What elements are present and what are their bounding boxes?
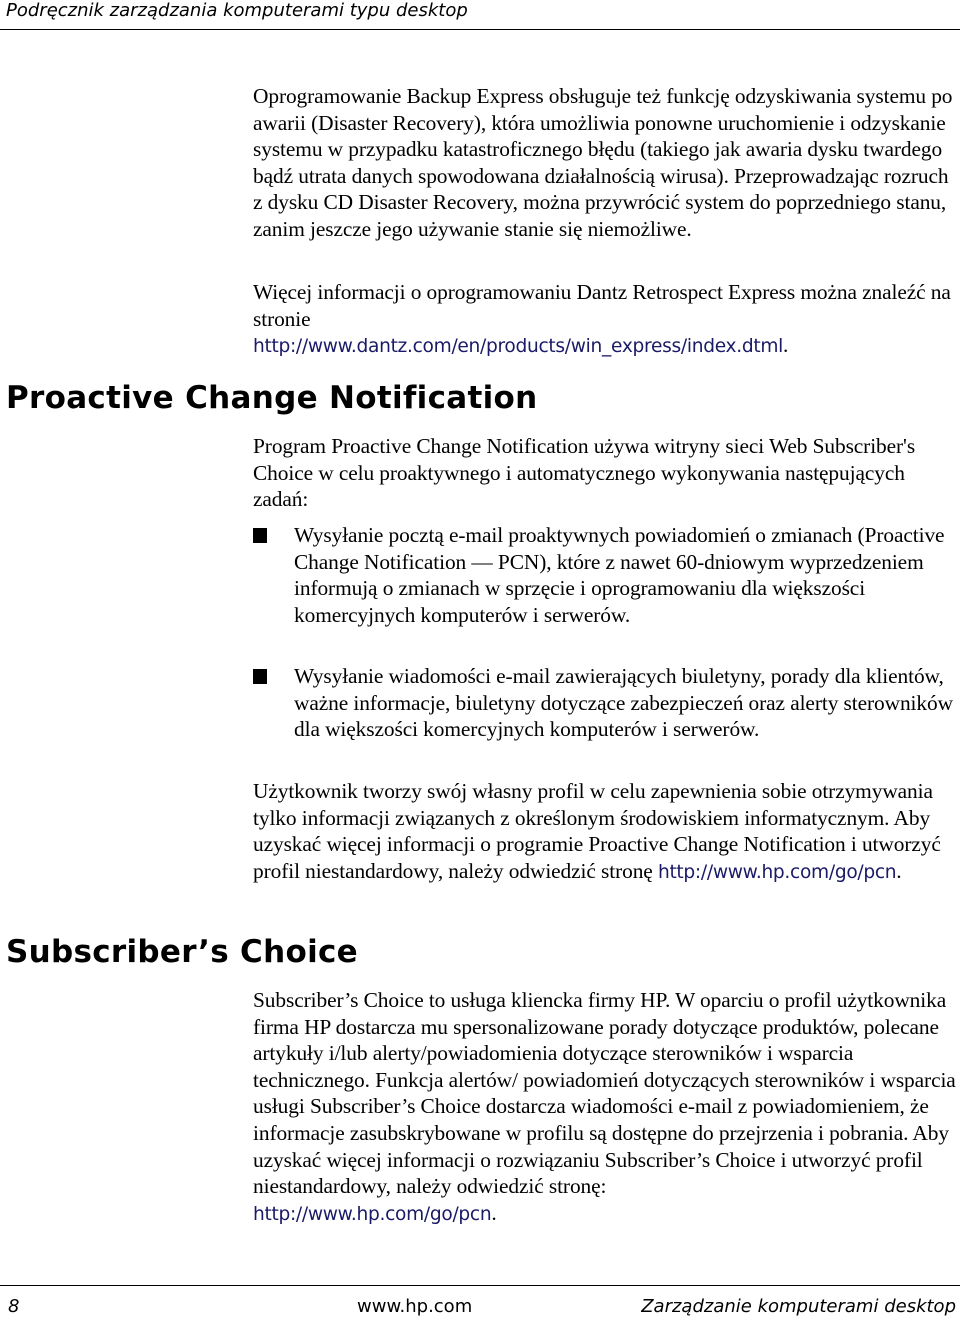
- footer-divider: [0, 1285, 960, 1286]
- page-header-title: Podręcznik zarządzania komputerami typu desktop: [6, 0, 468, 21]
- intro-paragraph-2-text: Więcej informacji o oprogramowaniu Dantz Retrospect Express można znaleźć na stronie: [253, 280, 951, 331]
- footer-url[interactable]: www.hp.com: [357, 1296, 473, 1317]
- period: .: [896, 858, 902, 883]
- pcn-closing-text: Użytkownik tworzy swój własny profil w celu zapewnienia sobie otrzymywania tylko informacji związanych z określonym środowiskiem informatycznym. Aby uzyskać więcej informacji o programie Proactive Change Notification i utworzyć profil niestandardowy, należy odwiedzić stronę: [253, 779, 941, 883]
- page-number: 8: [8, 1296, 20, 1317]
- pcn-link[interactable]: http://www.hp.com/go/pcn: [657, 861, 897, 883]
- pcn-intro: Program Proactive Change Notification używa witryny sieci Web Subscriber's Choice w celu proaktywnego i automatycznego wykonywania następujących zadań:: [253, 434, 916, 512]
- dantz-link[interactable]: http://www.dantz.com/en/products/win_express/index.dtml: [253, 336, 783, 358]
- intro-paragraph-1: Oprogramowanie Backup Express obsługuje też funkcję odzyskiwania systemu po awarii (Disaster Recovery), która umożliwia ponowne uruchomienie i odzyskanie systemu w przypadku katastroficznego błędu (takiego jak awaria dysku twardego bądź utrata danych spowodowana działalnością wirusa). Przeprowadzając rozruch z dysku CD Disaster Recovery, można przywrócić system do poprzedniego stanu, zanim jeszcze jego używanie stanie się niemożliwe.: [253, 84, 953, 241]
- bullet-marker: [253, 663, 273, 683]
- period: .: [491, 1200, 497, 1225]
- bullet-marker: [253, 522, 273, 542]
- header-divider: [0, 29, 960, 30]
- subscriber-link[interactable]: http://www.hp.com/go/pcn: [253, 1203, 492, 1225]
- pcn-bullet-1: Wysyłanie pocztą e-mail proaktywnych powiadomień o zmianach (Proactive Change Notification — PCN), które z nawet 60-dniowym wyprzedzeniem informują o zmianach w sprzęcie i oprogramowaniu dla większości komercyjnych komputerów i serwerów.: [294, 523, 945, 627]
- pcn-closing: [253, 778, 959, 886]
- subscriber-paragraph: [253, 987, 959, 1228]
- subscriber-heading: Subscriber’s Choice: [6, 934, 358, 970]
- period: .: [783, 333, 789, 358]
- pcn-bullet-2: Wysyłanie wiadomości e-mail zawierających biuletyny, porady dla klientów, ważne informacje, biuletyny dotyczące zabezpieczeń oraz alerty sterowników dla większości komercyjnych komputerów i serwerów.: [294, 664, 953, 742]
- subscriber-text: Subscriber’s Choice to usługa kliencka firmy HP. W oparciu o profil użytkownika firma HP dostarcza mu spersonalizowane porady dotyczące produktów, polecane artykuły i/lub alerty/powiadomienia dotyczące sterowników i wsparcia technicznego. Funkcja alertów/ powiadomień dotyczących sterowników i wsparcia usługi Subscriber’s Choice dostarcza wiadomości e-mail z powiadomieniem, że informacje zasubskrybowane w profilu są dostępne do przejrzenia i pobrania. Aby uzyskać więcej informacji o rozwiązaniu Subscriber’s Choice i utworzyć profil niestandardowy, należy odwiedzić stronę:: [253, 988, 956, 1199]
- intro-paragraph-2: [253, 279, 959, 361]
- footer-section-title: Zarządzanie komputerami desktop: [641, 1296, 956, 1317]
- pcn-heading: Proactive Change Notification: [6, 380, 538, 416]
